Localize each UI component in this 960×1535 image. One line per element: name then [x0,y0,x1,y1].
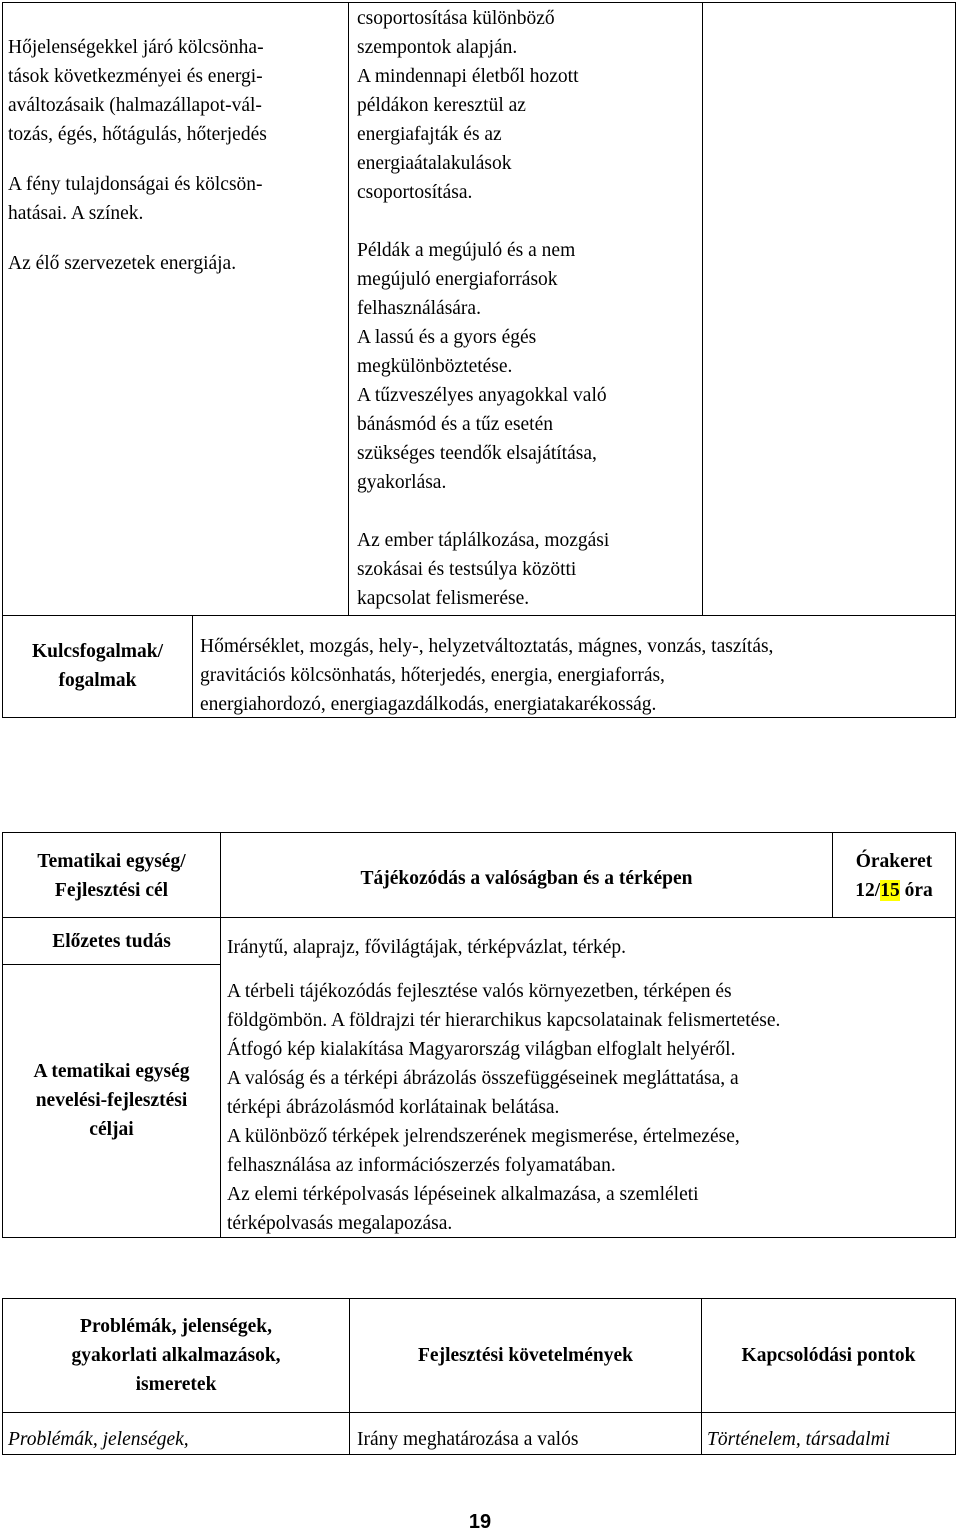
unit-title-text: Tájékozódás a valóságban és a térképen [360,868,693,889]
goals-line: térképolvasás megalapozása. [227,1213,453,1234]
hours-value-part: 12/ [855,880,881,901]
goals-line: A térbeli tájékozódás fejlesztése valós környezetben, térképen és [227,981,732,1002]
activity-line: felhasználására. [357,298,481,319]
row-problems [8,1425,349,1454]
hours-highlighted-value: 15 [880,880,900,901]
topic-line: tozás, égés, hőtágulás, hőterjedés [8,124,267,145]
row-requirements [357,1425,701,1454]
topic-line: tások következményei és energi- [8,66,263,87]
activity-line: A mindennapi életből hozott [357,66,579,87]
key-concepts-line: energiahordozó, energiagazdálkodás, energiatakarékosság. [200,694,657,715]
key-concepts-label-line: Kulcsfogalmak/ [31,641,164,662]
activity-line: energiaátalakulások [357,153,512,174]
hours-value [833,876,955,905]
activity-line: megkülönböztetése. [357,356,513,377]
activity-line: szempontok alapján. [357,37,518,58]
key-concepts-text [200,632,955,719]
prior-knowledge-label-text: Előzetes tudás [52,931,171,952]
prior-knowledge-text [227,933,955,962]
unit-label-line: Tematikai egység/ [37,851,186,872]
table-1-activities-cell [357,4,702,613]
row-connections [707,1425,955,1454]
goals-line: A valóság és a térképi ábrázolás összefüggéseinek megláttatása, a [227,1068,739,1089]
row-connections-text: Történelem, társadalmi [707,1429,891,1450]
header-requirements-text: Fejlesztési követelmények [418,1345,633,1366]
activity-line: szükséges teendők elsajátítása, [357,443,597,464]
topic-line: aváltozásaik (halmazállapot-vál- [8,95,262,116]
goals-label-line: nevelési-fejlesztési [35,1090,188,1111]
header-connections-text: Kapcsolódási pontok [741,1345,916,1366]
activity-line: Példák a megújuló és a nem [357,240,576,261]
key-concepts-line: gravitációs kölcsönhatás, hőterjedés, energia, energiaforrás, [200,665,665,686]
hours-unit: óra [899,880,933,901]
goals-line: felhasználása az információszerzés folyamatában. [227,1155,616,1176]
hours-cell [833,847,955,905]
prior-knowledge-line: Iránytű, alaprajz, fővilágtájak, térképvázlat, térkép. [227,937,627,958]
unit-title [221,864,832,893]
goals-text [227,977,955,1238]
row-requirements-text: Irány meghatározása a valós [357,1429,579,1450]
goals-label-line: céljai [89,1119,134,1140]
unit-label [3,847,220,905]
header-problems-line: Problémák, jelenségek, [80,1316,272,1337]
activity-line: A lassú és a gyors égés [357,327,537,348]
activity-line: A tűzveszélyes anyagokkal való [357,385,607,406]
goals-label-line: A tematikai egység [33,1061,190,1082]
goals-line: térképi ábrázolásmód korlátainak belátása. [227,1097,560,1118]
activity-line: csoportosítása különböző [357,8,555,29]
table-1-topic-cell [8,33,348,278]
activity-line: kapcsolat felismerése. [357,588,530,609]
unit-label-line: Fejlesztési cél [54,880,169,901]
goals-line: Az elemi térképolvasás lépéseinek alkalmazása, a szemléleti [227,1184,699,1205]
key-concepts-label [3,637,192,695]
activity-line: bánásmód és a tűz esetén [357,414,554,435]
activity-line: szokásai és testsúlya közötti [357,559,577,580]
header-requirements [350,1341,701,1370]
key-concepts-label-line: fogalmak [58,670,137,691]
activity-line: csoportosítása. [357,182,473,203]
goals-line: Átfogó kép kialakítása Magyarország világban elfoglalt helyéről. [227,1039,736,1060]
activity-line: energiafajták és az [357,124,502,145]
topic-line: Az élő szervezetek energiája. [8,253,237,274]
activity-line: gyakorlása. [357,472,447,493]
hours-label: Órakeret [855,851,933,872]
header-problems [3,1312,349,1399]
topic-line: hatásai. A színek. [8,203,144,224]
header-connections [702,1341,955,1370]
page-number: 19 [468,1511,492,1533]
topic-line: A fény tulajdonságai és kölcsön- [8,174,263,195]
goals-line: földgömbön. A földrajzi tér hierarchikus kapcsolatainak felismertetése. [227,1010,781,1031]
goals-label [3,1057,220,1144]
activity-line: példákon keresztül az [357,95,526,116]
key-concepts-line: Hőmérséklet, mozgás, hely-, helyzetváltoztatás, mágnes, vonzás, taszítás, [200,636,774,657]
header-problems-line: gyakorlati alkalmazások, [71,1345,281,1366]
goals-line: A különböző térképek jelrendszerének megismerése, értelmezése, [227,1126,740,1147]
topic-line: Hőjelenségekkel járó kölcsönha- [8,37,264,58]
row-problems-text: Problémák, jelenségek, [8,1429,189,1450]
header-problems-line: ismeretek [135,1374,217,1395]
prior-knowledge-label [3,927,220,956]
activity-line: megújuló energiaforrások [357,269,558,290]
activity-line: Az ember táplálkozása, mozgási [357,530,610,551]
